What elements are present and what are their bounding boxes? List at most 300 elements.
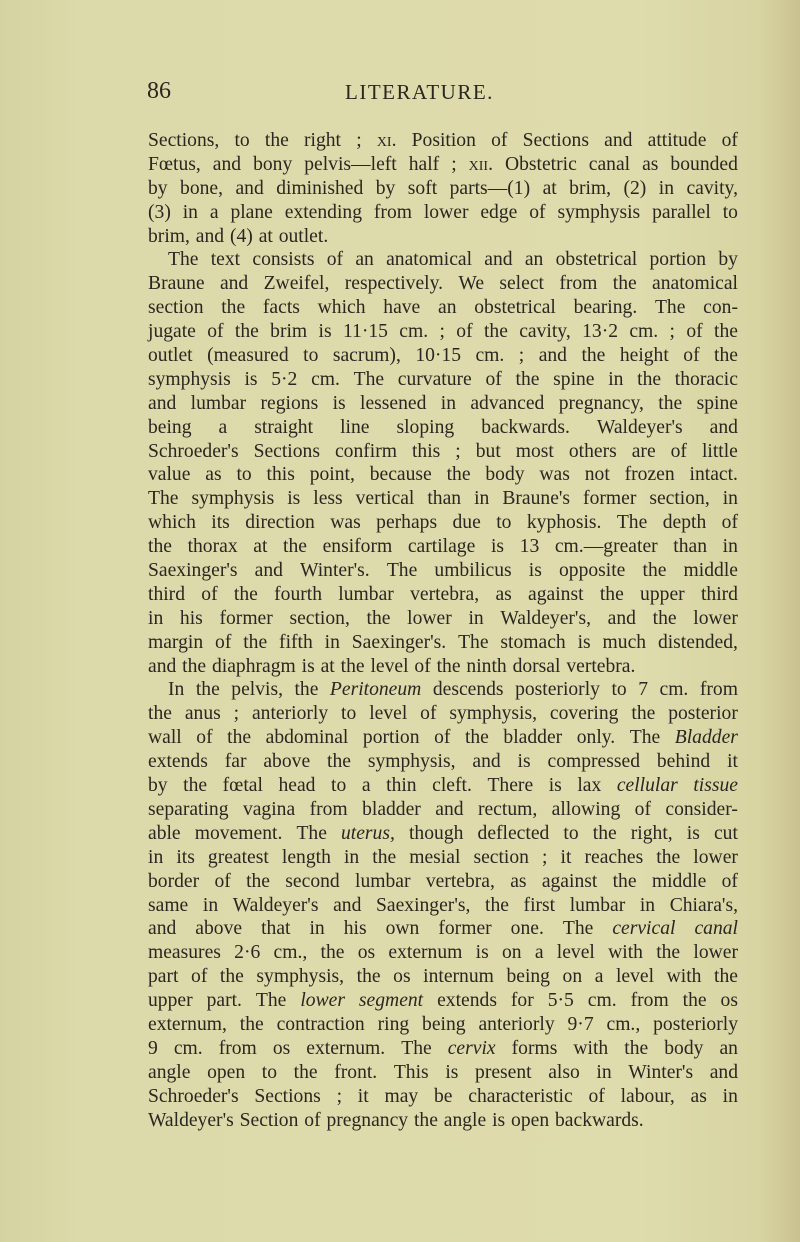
word: of	[686, 321, 703, 343]
word: to	[563, 822, 579, 844]
word: direction	[245, 512, 315, 534]
word: with	[573, 1037, 609, 1059]
word: (4)	[229, 225, 253, 247]
word: of	[670, 440, 687, 462]
word: vertebra,	[425, 870, 495, 892]
word: in	[658, 177, 675, 199]
text-line	[148, 941, 738, 965]
word: and	[148, 655, 177, 677]
word: the	[243, 631, 268, 653]
word: far	[224, 751, 247, 773]
word: the	[714, 321, 738, 343]
text-line	[148, 846, 738, 870]
word: due	[452, 512, 481, 534]
word: externum.	[306, 1037, 386, 1059]
word: the	[656, 942, 681, 964]
word: being	[148, 416, 192, 438]
word: own	[385, 918, 420, 940]
word: pregnancy	[326, 1109, 409, 1131]
word: anteriorly	[251, 703, 329, 725]
text-line	[148, 1109, 738, 1133]
word: lower	[300, 990, 345, 1012]
word: line	[340, 416, 370, 438]
text-line	[148, 870, 738, 894]
word: height	[619, 345, 669, 367]
word: the	[183, 775, 208, 797]
word: at	[542, 177, 557, 199]
word: curvature	[397, 368, 472, 390]
word: less	[313, 488, 343, 510]
word: in	[148, 846, 164, 868]
word: 9	[148, 1037, 158, 1059]
text-line	[148, 774, 738, 798]
text-line	[148, 822, 738, 846]
text-line	[148, 344, 738, 368]
word: ;	[518, 345, 525, 367]
word: margin	[148, 631, 204, 653]
word: to	[722, 201, 738, 223]
word: The	[562, 918, 594, 940]
word: which	[148, 512, 196, 534]
word: and	[435, 798, 464, 820]
word: angle	[443, 1109, 487, 1131]
word: on	[562, 966, 583, 988]
word: Schroeder's	[148, 1085, 239, 1107]
word: able	[148, 822, 181, 844]
word: pregnancy,	[558, 392, 644, 414]
word: middle	[683, 560, 738, 582]
word: respectively.	[344, 273, 444, 295]
word: canal	[588, 153, 631, 175]
word: by	[148, 775, 168, 797]
word: by	[148, 177, 168, 199]
word: is	[475, 942, 489, 964]
word: cervix	[447, 1037, 496, 1059]
word: most	[515, 440, 554, 462]
text-line	[148, 1037, 738, 1061]
word: anteriorly	[478, 1013, 555, 1035]
word: os	[720, 990, 738, 1012]
word: but	[475, 440, 501, 462]
body-text	[148, 129, 738, 1132]
word: former	[438, 918, 492, 940]
word: 9·7	[567, 1013, 594, 1035]
word: of	[215, 631, 232, 653]
word: cm.	[587, 990, 617, 1012]
word: and	[472, 751, 501, 773]
word: cm.	[475, 345, 505, 367]
word: a	[534, 942, 544, 964]
word: the	[485, 894, 509, 916]
word: head	[278, 775, 316, 797]
word: The	[629, 727, 661, 749]
word: jugate	[148, 321, 196, 343]
word: allowing	[551, 798, 621, 820]
word: and	[235, 177, 264, 199]
word: bladder	[503, 727, 563, 749]
word: ;	[233, 703, 240, 725]
word: by	[375, 177, 396, 199]
word: than	[673, 536, 708, 558]
word: for	[510, 990, 534, 1012]
word: symphysis,	[367, 751, 456, 773]
word: parallel	[652, 201, 711, 223]
word: the	[239, 1013, 264, 1035]
word: This	[393, 1061, 429, 1083]
text-line	[148, 201, 738, 225]
word: of	[201, 583, 218, 605]
word: in	[722, 536, 738, 558]
word: of	[456, 321, 473, 343]
word: the	[652, 607, 677, 629]
word: is	[686, 822, 700, 844]
word: spine	[553, 368, 595, 390]
word: We	[458, 273, 485, 295]
word: sacrum),	[332, 345, 401, 367]
word: vertical	[355, 488, 415, 510]
word: only.	[576, 727, 616, 749]
word: upper	[148, 990, 193, 1012]
word: the	[483, 321, 508, 343]
word: backwards.	[555, 1109, 644, 1131]
word: is	[548, 775, 562, 797]
word: The	[296, 822, 327, 844]
word: and	[709, 1061, 738, 1083]
word: There	[487, 775, 534, 797]
text-line	[148, 177, 738, 201]
word: os	[393, 966, 411, 988]
word: Winter's.	[300, 560, 370, 582]
word: cleft.	[432, 775, 472, 797]
word: ;	[356, 130, 362, 151]
word: from	[373, 201, 412, 223]
text-line	[148, 463, 738, 487]
word: soft	[407, 177, 438, 199]
word: cm.—greater	[554, 536, 658, 558]
word: angle	[148, 1061, 191, 1083]
word: (measured	[207, 345, 289, 367]
word: The	[401, 1037, 432, 1059]
word: of	[414, 655, 431, 677]
word: the	[340, 655, 365, 677]
word: as	[690, 1085, 707, 1107]
word: Waldeyer's	[148, 1109, 234, 1131]
word: against	[528, 583, 584, 605]
word: may	[384, 1085, 419, 1107]
word: symphysis	[191, 488, 275, 510]
word: and	[212, 153, 242, 175]
word: of	[434, 727, 451, 749]
word: Saexinger's,	[375, 894, 471, 916]
word: the	[637, 368, 662, 390]
word: vertebra.	[566, 655, 636, 677]
word: os	[357, 942, 376, 964]
word: attitude	[647, 130, 707, 151]
word: lumbar	[190, 392, 247, 414]
word: ;	[451, 153, 457, 175]
word: Braune	[148, 273, 205, 295]
word: lumbar	[355, 870, 411, 892]
word: cervical	[612, 918, 676, 940]
word: Saexinger's.	[351, 631, 447, 653]
word: section,	[649, 488, 710, 510]
word: lower	[693, 607, 738, 629]
word: lessened	[360, 392, 427, 414]
word: his	[179, 607, 203, 629]
word: the	[366, 607, 391, 629]
word: present	[475, 1061, 532, 1083]
word: same	[148, 894, 189, 916]
word: above	[195, 918, 243, 940]
word: this	[266, 464, 295, 486]
text-line	[148, 989, 738, 1013]
word: an	[719, 1037, 738, 1059]
text-line	[148, 320, 738, 344]
word: mesial	[409, 846, 461, 868]
word: ;	[455, 440, 461, 462]
word: the	[327, 751, 351, 773]
word: of	[304, 1109, 321, 1131]
word: posterior	[668, 703, 738, 725]
word: thorax	[187, 536, 238, 558]
word: 2·6	[234, 942, 261, 964]
word: text	[210, 249, 241, 271]
word: extends	[437, 990, 497, 1012]
word: bearing.	[573, 297, 638, 319]
word: parts—(1)	[449, 177, 531, 199]
word: pelvis,	[231, 679, 283, 701]
word: in	[440, 392, 456, 414]
word: the	[464, 727, 489, 749]
word: anatomical	[386, 249, 473, 271]
word: canal	[694, 918, 738, 940]
word: the	[631, 703, 656, 725]
word: and	[219, 273, 249, 295]
word: The	[255, 990, 287, 1012]
word: ;	[439, 321, 445, 343]
word: with	[666, 966, 702, 988]
word: lax	[577, 775, 602, 797]
word: the	[624, 1037, 649, 1059]
word: lower	[423, 201, 469, 223]
word: the	[714, 345, 738, 367]
word: sloping	[396, 416, 455, 438]
word: The	[168, 249, 199, 271]
word: above	[263, 751, 311, 773]
word: be	[433, 1085, 453, 1107]
text-line	[148, 750, 738, 774]
word: Position	[411, 130, 476, 151]
word: uterus,	[341, 822, 395, 844]
word: ;	[669, 321, 675, 343]
word: characteristic	[468, 1085, 573, 1107]
word: former	[219, 607, 273, 629]
word: 11·15	[342, 321, 388, 343]
word: of	[485, 368, 502, 390]
word: part.	[206, 990, 242, 1012]
word: to	[236, 464, 252, 486]
word: on	[501, 942, 522, 964]
word: in	[639, 894, 656, 916]
word: though	[408, 822, 464, 844]
word: right	[304, 130, 342, 151]
word: in	[202, 894, 219, 916]
text-line	[148, 440, 738, 464]
word: is	[492, 1109, 506, 1131]
word: movement.	[194, 822, 283, 844]
word: this	[411, 440, 441, 462]
word: and	[538, 345, 567, 367]
word: by	[718, 249, 738, 271]
word: bladder	[362, 798, 421, 820]
word: pelvis—left	[304, 153, 397, 175]
word: bone,	[180, 177, 224, 199]
word: right,	[630, 822, 673, 844]
word: of	[214, 870, 231, 892]
page-number: 86	[147, 78, 171, 104]
word: and	[709, 416, 738, 438]
word: the	[246, 870, 270, 892]
word: cm.	[659, 679, 689, 701]
word: have	[383, 297, 421, 319]
word: the	[219, 966, 244, 988]
word: the	[356, 966, 381, 988]
word: at	[320, 655, 335, 677]
word: fœtal	[222, 775, 263, 797]
word: Bladder	[674, 727, 738, 749]
word: Waldeyer's	[596, 416, 683, 438]
word: the	[599, 583, 624, 605]
word: third	[148, 583, 186, 605]
word: lower	[407, 607, 452, 629]
text-line	[148, 248, 738, 272]
word: in	[596, 1061, 612, 1083]
word: of	[721, 870, 738, 892]
text-line	[148, 798, 738, 822]
word: backwards.	[481, 416, 570, 438]
word: The	[386, 560, 418, 582]
word: the	[227, 727, 252, 749]
word: Sections	[253, 440, 320, 462]
word: xii.	[468, 153, 493, 175]
word: the	[682, 990, 707, 1012]
word: a	[218, 416, 228, 438]
word: forms	[511, 1037, 558, 1059]
word: at	[253, 536, 268, 558]
word: body	[664, 1037, 704, 1059]
word: brim,	[569, 177, 612, 199]
word: in	[182, 201, 198, 223]
word: in	[324, 631, 340, 653]
word: level	[369, 703, 408, 725]
word: front.	[334, 1061, 378, 1083]
word: frozen	[624, 464, 675, 486]
word: of	[588, 1085, 605, 1107]
word: being	[506, 966, 550, 988]
word: first	[523, 894, 556, 916]
word: from	[559, 273, 598, 295]
word: Braune's	[502, 488, 571, 510]
word: an	[524, 249, 544, 271]
text-line	[148, 678, 738, 702]
word: brim,	[148, 225, 190, 247]
word: from	[699, 679, 738, 701]
word: ninth	[466, 655, 507, 677]
word: the	[612, 273, 637, 295]
word: plane	[230, 201, 273, 223]
word: the	[642, 560, 667, 582]
word: point,	[309, 464, 355, 486]
word: 7	[638, 679, 648, 701]
word: a	[594, 966, 604, 988]
word: Waldeyer's,	[500, 607, 591, 629]
word: and	[484, 249, 513, 271]
word: 13·2	[582, 321, 619, 343]
word: extending	[284, 201, 363, 223]
word: edge	[480, 201, 518, 223]
word: cavity,	[519, 321, 571, 343]
word: one.	[510, 918, 544, 940]
word: In	[168, 679, 185, 701]
word: cm.	[399, 321, 429, 343]
word: diaphragm	[211, 655, 296, 677]
word: from	[630, 990, 669, 1012]
word: cm.,	[273, 942, 308, 964]
word: middle	[651, 870, 707, 892]
word: upper	[640, 583, 685, 605]
word: the	[372, 846, 397, 868]
text-line	[148, 511, 738, 535]
word: Sections	[522, 130, 589, 151]
word: Sections,	[148, 130, 220, 151]
word: and	[148, 918, 177, 940]
word: from	[218, 1037, 257, 1059]
word: because	[369, 464, 432, 486]
word: is	[528, 560, 542, 582]
word: covering	[549, 703, 619, 725]
word: posteriorly	[515, 679, 600, 701]
word: from	[309, 798, 348, 820]
word: the	[195, 679, 220, 701]
word: to	[341, 703, 357, 725]
word: symphysis,	[449, 703, 538, 725]
word: a	[361, 775, 371, 797]
word: much	[602, 631, 647, 653]
word: in	[722, 1085, 738, 1107]
word: is	[517, 751, 531, 773]
word: (3)	[148, 201, 171, 223]
word: umbilicus	[434, 560, 512, 582]
word: as	[205, 464, 222, 486]
word: with	[608, 942, 643, 964]
word: is	[301, 655, 315, 677]
word: Schroeder's	[148, 440, 239, 462]
word: of	[491, 130, 508, 151]
word: thin	[386, 775, 417, 797]
word: the	[515, 368, 540, 390]
text-line	[148, 296, 738, 320]
word: open	[511, 1109, 550, 1131]
word: distended,	[657, 631, 738, 653]
word: the	[283, 536, 307, 558]
word: a	[209, 201, 219, 223]
word: symphysis	[148, 368, 231, 390]
word: level	[556, 942, 595, 964]
word: and	[148, 392, 177, 414]
word: The	[458, 631, 489, 653]
word: cm.,	[606, 1013, 641, 1035]
word: is	[287, 488, 301, 510]
